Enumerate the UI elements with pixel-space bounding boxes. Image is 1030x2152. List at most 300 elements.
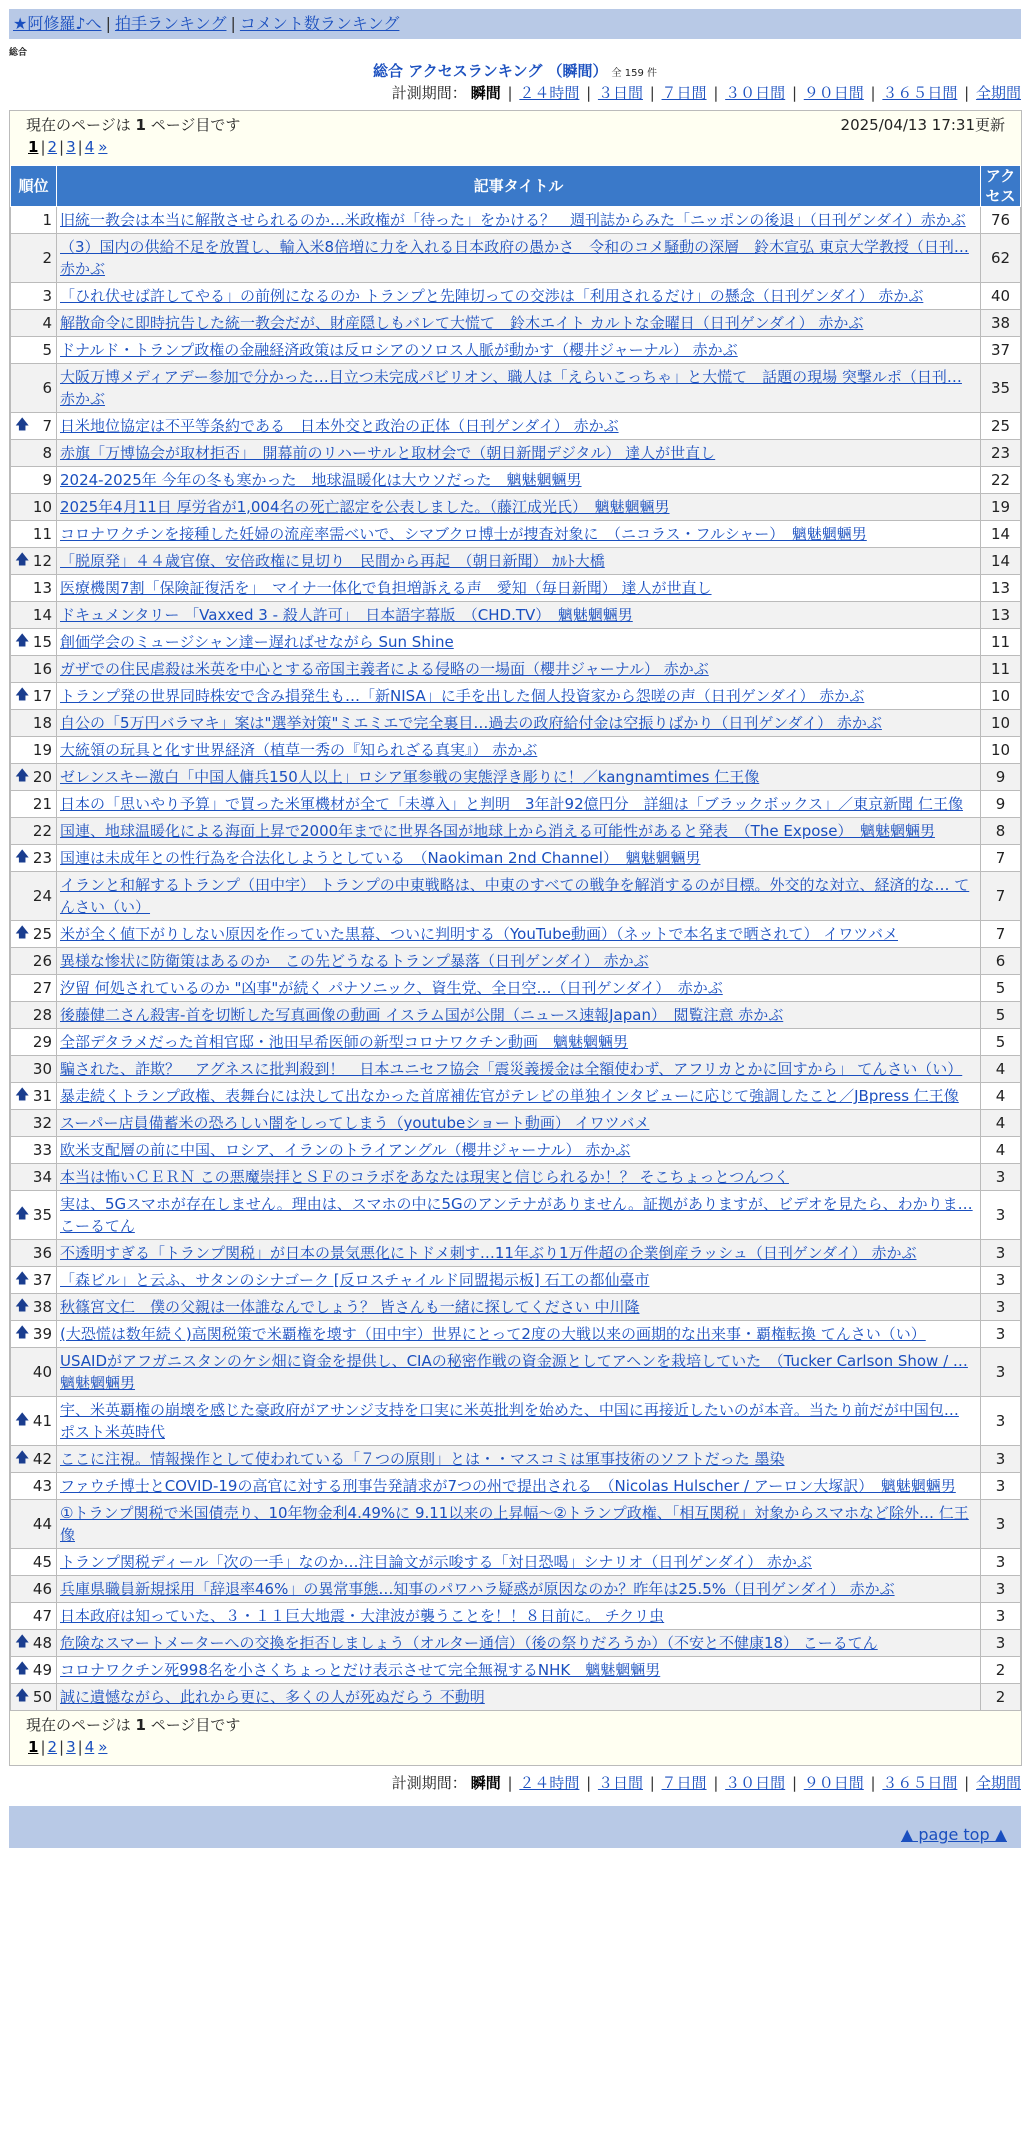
- table-row: [11, 1294, 1021, 1321]
- up-arrow-icon: 🡅: [15, 1298, 30, 1314]
- access-count: 10: [981, 710, 1021, 737]
- table-row: [11, 872, 1021, 921]
- rank-cell: [11, 1240, 57, 1267]
- access-count: 4: [981, 1137, 1021, 1164]
- title-cell: [57, 548, 981, 575]
- ranking-table: [10, 165, 1021, 1711]
- article-title-link[interactable]: 2024-2025年 今年の冬も寒かった 地球温暖化は大ウソだった 魑魅魍魎男: [60, 471, 582, 489]
- title-cell: [57, 494, 981, 521]
- rank-cell: [11, 948, 57, 975]
- table-header-row: [11, 166, 1021, 207]
- page-separator: |: [77, 1738, 83, 1756]
- table-row: [11, 710, 1021, 737]
- article-title-link[interactable]: 兵庫県職員新規採用「辞退率46%」の異常事態…知事のパワハラ疑惑が原因なのか？昨年は25.5%（日刊ゲンダイ） 赤かぶ: [60, 1580, 895, 1598]
- rank-number: 14: [32, 606, 52, 624]
- title-cell: [57, 521, 981, 548]
- title-cell: [57, 1164, 981, 1191]
- top-navigation-bar: [9, 9, 1021, 39]
- rank-number: 3: [42, 287, 52, 305]
- table-row: [11, 1056, 1021, 1083]
- article-title-link[interactable]: コロナワクチン死998名を小さくちょっとだけ表示させて完全無視するNHK 魑魅魍魎男: [60, 1661, 661, 1679]
- title-cell: [57, 207, 981, 234]
- title-cell: [57, 1348, 981, 1397]
- table-row: [11, 1576, 1021, 1603]
- article-title-link[interactable]: 医療機関7割「保険証復活を」 マイナ一体化で負担増訴える声 愛知（毎日新聞） 達人が世直し: [60, 579, 712, 597]
- access-count: 14: [981, 548, 1021, 575]
- table-row: [11, 1110, 1021, 1137]
- rank-number: 34: [32, 1168, 52, 1186]
- up-arrow-icon: 🡅: [15, 768, 30, 784]
- rank-cell: [11, 364, 57, 413]
- page-separator: |: [40, 138, 46, 156]
- rank-number: 12: [32, 552, 52, 570]
- page-number-link[interactable]: 4: [84, 1738, 95, 1756]
- rank-cell: [11, 1348, 57, 1397]
- period-link[interactable]: ２４時間: [519, 84, 580, 102]
- rank-number: 32: [32, 1114, 52, 1132]
- table-row: [11, 364, 1021, 413]
- rank-cell: [11, 1446, 57, 1473]
- article-title-link[interactable]: 欧米支配層の前に中国、ロシア、イランのトライアングル（櫻井ジャーナル） 赤かぶ: [60, 1141, 631, 1159]
- article-title-link[interactable]: 宇、米英覇権の崩壊を感じた豪政府がアサンジ支持を口実に米英批判を始めた、中国に再接近したいのが本音。当たり前だが中国包… ポスト米英時代: [60, 1401, 959, 1441]
- access-count: 35: [981, 364, 1021, 413]
- rank-cell: [11, 1500, 57, 1549]
- article-title-link[interactable]: 騙された、詐欺？ アグネスに批判殺到！ 日本ユニセフ協会「震災義援金は全額使わず、アフリカとかに回すから」 てんさい（い）: [60, 1060, 963, 1078]
- access-count: 3: [981, 1397, 1021, 1446]
- rank-cell: [11, 872, 57, 921]
- title-cell: [57, 337, 981, 364]
- rank-number: 38: [32, 1298, 52, 1316]
- title-header: 記事タイトル: [57, 166, 981, 207]
- rank-cell: [11, 656, 57, 683]
- article-title-link[interactable]: トランプ発の世界同時株安で含み損発生も…「新NISA」に手を出した個人投資家から怨嗟の声（日刊ゲンダイ） 赤かぶ: [60, 687, 865, 705]
- rank-cell: [11, 467, 57, 494]
- rank-cell: [11, 1002, 57, 1029]
- article-title-link[interactable]: 日米地位協定は不平等条約である 日本外交と政治の正体（日刊ゲンダイ） 赤かぶ: [60, 417, 619, 435]
- page-numbers: [26, 1736, 1005, 1758]
- rank-cell: [11, 818, 57, 845]
- rank-cell: [11, 629, 57, 656]
- title-cell: [57, 234, 981, 283]
- table-row: [11, 1137, 1021, 1164]
- rank-number: 15: [32, 633, 52, 651]
- title-cell: [57, 413, 981, 440]
- up-arrow-icon: 🡅: [15, 1688, 30, 1704]
- article-title-link[interactable]: 誠に遺憾ながら、此れから更に、多くの人が死ぬだらう 不動明: [60, 1688, 485, 1706]
- rank-number: 20: [32, 768, 52, 786]
- table-row: [11, 1397, 1021, 1446]
- rank-cell: [11, 1191, 57, 1240]
- rank-cell: [11, 764, 57, 791]
- rank-number: 36: [32, 1244, 52, 1262]
- period-link[interactable]: ３日間: [597, 84, 643, 102]
- table-row: [11, 737, 1021, 764]
- rank-number: 17: [32, 687, 52, 705]
- title-cell: [57, 364, 981, 413]
- table-row: [11, 1267, 1021, 1294]
- title-cell: [57, 818, 981, 845]
- rank-cell: [11, 1473, 57, 1500]
- article-title-link[interactable]: 危険なスマートメーターへの交換を拒否しましょう（オルター通信）（後の祭りだろうか）（不安と不健康18） こーるてん: [60, 1634, 878, 1652]
- rank-cell: [11, 1083, 57, 1110]
- title-cell: [57, 467, 981, 494]
- title-cell: [57, 872, 981, 921]
- title-cell: [57, 1473, 981, 1500]
- table-row: [11, 575, 1021, 602]
- article-title-link[interactable]: (大恐慌は数年続く)高関税策で米覇権を壊す（田中宇）世界にとって2度の大戦以来の画期的な出来事・覇権転換 てんさい（い）: [60, 1325, 926, 1343]
- rank-number: 18: [32, 714, 52, 732]
- access-count: 5: [981, 1029, 1021, 1056]
- access-count: 13: [981, 575, 1021, 602]
- period-link[interactable]: ３６５日間: [882, 84, 958, 102]
- period-selector-top: [392, 82, 1021, 104]
- article-title-link[interactable]: ここに注視。情報操作として使われている「７つの原則」とは・・マスコミは軍事技術のソフトだった 墨染: [60, 1450, 785, 1468]
- table-row: [11, 234, 1021, 283]
- article-title-link[interactable]: 秋篠宮文仁 僕の父親は一体誰なんでしょう？ 皆さんも一緒に探してください 中川隆: [60, 1298, 640, 1316]
- article-title-link[interactable]: 自公の「5万円バラマキ」案は"選挙対策"ミエミエで完全裏目…過去の政府給付金は空振りばかり（日刊ゲンダイ） 赤かぶ: [60, 714, 882, 732]
- access-count: 4: [981, 1110, 1021, 1137]
- access-header: アクセス: [981, 166, 1021, 207]
- table-row: [11, 1603, 1021, 1630]
- page-number-current: 1: [28, 1738, 39, 1756]
- rank-cell: [11, 1056, 57, 1083]
- article-title-link[interactable]: USAIDがアフガニスタンのケシ畑に資金を提供し、CIAの秘密作戦の資金源としてアヘンを栽培していた （Tucker Carlson Show / … 魑魅魍魎男: [60, 1352, 968, 1392]
- up-arrow-icon: 🡅: [15, 687, 30, 703]
- period-link[interactable]: 全期間: [975, 1774, 1021, 1792]
- access-count: 3: [981, 1549, 1021, 1576]
- access-count: 8: [981, 818, 1021, 845]
- rank-cell: [11, 1549, 57, 1576]
- table-row: [11, 1446, 1021, 1473]
- table-row: [11, 1164, 1021, 1191]
- article-title-link[interactable]: 実は、5Gスマホが存在しません。理由は、スマホの中に5Gのアンテナがありません。証拠がありますが、ビデオを見たら、わかりま… こーるてん: [60, 1195, 973, 1235]
- rank-cell: [11, 975, 57, 1002]
- up-arrow-icon: 🡅: [15, 1412, 30, 1428]
- period-link[interactable]: 全期間: [975, 84, 1021, 102]
- access-count: 3: [981, 1191, 1021, 1240]
- access-count: 3: [981, 1321, 1021, 1348]
- period-link[interactable]: ９０日間: [803, 1774, 864, 1792]
- access-count: 3: [981, 1603, 1021, 1630]
- page-title-text: 総合 アクセスランキング （瞬間）: [373, 62, 608, 80]
- rank-number: 48: [32, 1634, 52, 1652]
- comment-ranking-link[interactable]: コメント数ランキング: [239, 14, 400, 33]
- table-row: [11, 467, 1021, 494]
- up-arrow-icon: 🡅: [15, 1271, 30, 1287]
- updated-timestamp: 2025/04/13 17:31更新: [840, 116, 1005, 134]
- table-row: [11, 656, 1021, 683]
- rank-cell: [11, 283, 57, 310]
- article-title-link[interactable]: 日本の「思いやり予算」で買った米軍機材が全て「未導入」と判明 3年計92億円分 詳細は「ブラックボックス」／東京新聞 仁王像: [60, 795, 963, 813]
- article-title-link[interactable]: 全部デタラメだった首相官邸・池田早希医師の新型コロナワクチン動画 魑魅魍魎男: [60, 1033, 629, 1051]
- table-row: [11, 548, 1021, 575]
- ranking-box: [9, 110, 1022, 1766]
- rank-number: 47: [32, 1607, 52, 1625]
- rank-cell: [11, 683, 57, 710]
- article-title-link[interactable]: 2025年4月11日 厚労省が1,004名の死亡認定を公表しました。（藤江成光氏） 魑魅魍魎男: [60, 498, 670, 516]
- title-cell: [57, 1240, 981, 1267]
- rank-number: 7: [42, 417, 52, 435]
- rank-cell: [11, 337, 57, 364]
- rank-cell: [11, 710, 57, 737]
- nav-separator: |: [105, 14, 111, 33]
- article-title-link[interactable]: 大統領の玩具と化す世界経済（植草一秀の『知られざる真実』） 赤かぶ: [60, 741, 538, 759]
- applause-ranking-link[interactable]: 拍手ランキング: [114, 14, 227, 33]
- access-count: 7: [981, 872, 1021, 921]
- rank-number: 31: [32, 1087, 52, 1105]
- article-title-link[interactable]: 後藤健二さん殺害-首を切断した写真画像の動画 イスラム国が公開（ニュース速報Japan） 閲覧注意 赤かぶ: [60, 1006, 784, 1024]
- article-title-link[interactable]: スーパー店員備蓄米の恐ろしい闇をしってしまう（youtubeショート動画） イワツバメ: [60, 1114, 650, 1132]
- next-page-link[interactable]: »: [98, 138, 108, 156]
- home-link[interactable]: ★阿修羅♪へ: [13, 14, 102, 33]
- rank-number: 49: [32, 1661, 52, 1679]
- title-cell: [57, 1083, 981, 1110]
- rank-number: 44: [32, 1515, 52, 1533]
- title-cell: [57, 1191, 981, 1240]
- article-title-link[interactable]: トランプ関税ディール「次の一手」なのか…注目論文が示唆する「対日恐喝」シナリオ（日刊ゲンダイ） 赤かぶ: [60, 1553, 812, 1571]
- up-arrow-icon: 🡅: [15, 925, 30, 941]
- rank-number: 11: [32, 525, 52, 543]
- title-cell: [57, 1657, 981, 1684]
- table-row: [11, 1500, 1021, 1549]
- rank-cell: [11, 1267, 57, 1294]
- rank-cell: [11, 1576, 57, 1603]
- title-cell: [57, 602, 981, 629]
- rank-header: 順位: [11, 166, 57, 207]
- rank-number: 33: [32, 1141, 52, 1159]
- page-separator: |: [40, 1738, 46, 1756]
- access-count: 23: [981, 440, 1021, 467]
- rank-number: 28: [32, 1006, 52, 1024]
- article-title-link[interactable]: 日本政府は知っていた、３・１１巨大地震・大津波が襲うことを！！８日前に。 チクリ虫: [60, 1607, 665, 1625]
- access-count: 11: [981, 629, 1021, 656]
- table-row: [11, 1657, 1021, 1684]
- page-info-prefix: 現在のページは: [26, 116, 131, 134]
- article-title-link[interactable]: コロナワクチンを接種した妊婦の流産率需べいで、シマブクロ博士が捜査対象に （ニコラス・フルシャー） 魑魅魍魎男: [60, 525, 867, 543]
- period-separator: |: [787, 1774, 802, 1792]
- access-count: 7: [981, 921, 1021, 948]
- access-count: 3: [981, 1630, 1021, 1657]
- rank-cell: [11, 1110, 57, 1137]
- page-number-link[interactable]: 2: [47, 1738, 58, 1756]
- rank-number: 23: [32, 849, 52, 867]
- article-title-link[interactable]: 本当は怖いＣＥＲＮ この悪魔崇拝とＳＦのコラボをあなたは現実と信じられるか！？ そこちょっとつんつく: [60, 1168, 789, 1186]
- article-title-link[interactable]: 国連、地球温暖化による海面上昇で2000年までに世界各国が地球上から消える可能性があると発表 （The Expose） 魑魅魍魎男: [60, 822, 935, 840]
- rank-cell: [11, 548, 57, 575]
- rank-number: 43: [32, 1477, 52, 1495]
- rank-number: 6: [42, 379, 52, 397]
- table-row: [11, 921, 1021, 948]
- rank-cell: [11, 1684, 57, 1711]
- rank-number: 22: [32, 822, 52, 840]
- rank-cell: [11, 413, 57, 440]
- page-info-prefix: 現在のページは: [26, 1716, 131, 1734]
- page-top-link[interactable]: ▲ page top ▲: [900, 1825, 1007, 1844]
- table-row: [11, 1473, 1021, 1500]
- table-row: [11, 683, 1021, 710]
- access-count: 3: [981, 1164, 1021, 1191]
- article-title-link[interactable]: 旧統一教会は本当に解散させられるのか…米政権が「待った」をかける？ 週刊誌からみた「ニッポンの後退」（日刊ゲンダイ）赤かぶ: [60, 211, 966, 229]
- access-count: 3: [981, 1576, 1021, 1603]
- article-title-link[interactable]: ①トランプ関税で米国債売り、10年物金利4.49%に 9.11以来の上昇幅～②トランプ政権、「相互関税」対象からスマホなど除外… 仁王像: [60, 1504, 969, 1544]
- article-title-link[interactable]: ドナルド・トランプ政権の金融経済政策は反ロシアのソロス人脈が動かす（櫻井ジャーナル） 赤かぶ: [60, 341, 738, 359]
- page-info-text: [26, 1714, 240, 1736]
- table-row: [11, 413, 1021, 440]
- article-title-link[interactable]: 米が全く値下がりしない原因を作っていた黒幕、ついに判明する（YouTube動画）（ネットで本名まで晒されて） イワツバメ: [60, 925, 898, 943]
- article-title-link[interactable]: （3）国内の供給不足を放置し、輸入米8倍増に力を入れる日本政府の愚かさ 令和のコメ騒動の深層 鈴木宣弘 東京大学教授（日刊… 赤かぶ: [60, 238, 969, 278]
- article-title-link[interactable]: 「脱原発」４４歳官僚、安倍政権に見切り 民間から再起 （朝日新聞） ｶﾙﾄ大橋: [60, 552, 605, 570]
- up-arrow-icon: 🡅: [15, 849, 30, 865]
- title-cell: [57, 1684, 981, 1711]
- access-count: 22: [981, 467, 1021, 494]
- rank-cell: [11, 791, 57, 818]
- article-title-link[interactable]: ガザでの住民虐殺は米英を中心とする帝国主義者による侵略の一場面（櫻井ジャーナル） 赤かぶ: [60, 660, 709, 678]
- rank-number: 13: [32, 579, 52, 597]
- table-row: [11, 1321, 1021, 1348]
- article-title-link[interactable]: ファウチ博士とCOVID-19の高官に対する刑事告発請求が7つの州で提出される （Nicolas Hulscher / アーロン大塚訳） 魑魅魍魎男: [60, 1477, 956, 1495]
- period-separator: |: [644, 84, 660, 102]
- article-title-link[interactable]: 赤旗「万博協会が取材拒否」 開幕前のリハーサルと取材会で（朝日新聞デジタル） 達人が世直し: [60, 444, 716, 462]
- table-row: [11, 1348, 1021, 1397]
- rank-number: 35: [32, 1206, 52, 1224]
- article-title-link[interactable]: 暴走続くトランプ政権、表舞台には決して出なかった首席補佐官がテレビの単独インタビューに応じて強調したこと／JBpress 仁王像: [60, 1087, 959, 1105]
- page-info-text: [26, 114, 240, 136]
- title-cell: [57, 1110, 981, 1137]
- table-row: [11, 1684, 1021, 1711]
- table-row: [11, 629, 1021, 656]
- article-title-link[interactable]: 解散命令に即時抗告した統一教会だが、財産隠しもバレて大慌て 鈴木エイト カルトな金曜日（日刊ゲンダイ） 赤かぶ: [60, 314, 864, 332]
- next-page-link[interactable]: »: [98, 1738, 108, 1756]
- rank-number: 39: [32, 1325, 52, 1343]
- access-count: 76: [981, 207, 1021, 234]
- period-link[interactable]: ３日間: [597, 1774, 643, 1792]
- page-number-link[interactable]: 2: [47, 138, 58, 156]
- table-row: [11, 440, 1021, 467]
- period-label: 計測期間：: [391, 84, 467, 102]
- article-title-link[interactable]: 「森ビル」と云ふ、サタンのシナゴーク [反ロスチャイルド同盟掲示板] 石工の都仙臺市: [60, 1271, 650, 1289]
- up-arrow-icon: 🡅: [15, 1087, 30, 1103]
- rank-cell: [11, 602, 57, 629]
- article-title-link[interactable]: 創価学会のミュージシャン達ー遅ればせながら Sun Shine: [60, 633, 454, 651]
- table-row: [11, 1191, 1021, 1240]
- title-cell: [57, 1267, 981, 1294]
- page-number-link[interactable]: 3: [66, 138, 76, 156]
- rank-number: 1: [42, 211, 52, 229]
- article-title-link[interactable]: ゼレンスキー激白「中国人傭兵150人以上」ロシア軍参戦の実態浮き彫りに！／kangnamtimes 仁王像: [60, 768, 760, 786]
- rank-number: 4: [42, 314, 52, 332]
- rank-number: 26: [32, 952, 52, 970]
- rank-number: 21: [32, 795, 52, 813]
- period-separator: |: [865, 84, 881, 102]
- rank-cell: [11, 1164, 57, 1191]
- rank-cell: [11, 575, 57, 602]
- period-separator: |: [581, 84, 596, 102]
- up-arrow-icon: 🡅: [15, 633, 30, 649]
- period-link[interactable]: ２４時間: [519, 1774, 580, 1792]
- table-row: [11, 1240, 1021, 1267]
- title-cell: [57, 737, 981, 764]
- period-link[interactable]: ３６５日間: [882, 1774, 958, 1792]
- rank-number: 2: [42, 249, 52, 267]
- title-cell: [57, 683, 981, 710]
- page-numbers: [26, 136, 1005, 158]
- page-separator: |: [77, 138, 83, 156]
- period-separator: |: [644, 1774, 660, 1792]
- title-cell: [57, 1321, 981, 1348]
- article-title-link[interactable]: 汐留 何処されているのか "凶事"が続く パナソニック、資生党、全日空…（日刊ゲンダイ） 赤かぶ: [60, 979, 723, 997]
- title-cell: [57, 791, 981, 818]
- access-count: 13: [981, 602, 1021, 629]
- article-title-link[interactable]: 大阪万博メディアデー参加で分かった…目立つ未完成パビリオン、職人は「えらいこっちゃ」と大慌て 話題の現場 突撃ルポ（日刊… 赤かぶ: [60, 368, 962, 408]
- access-count: 5: [981, 1002, 1021, 1029]
- title-cell: [57, 1137, 981, 1164]
- table-row: [11, 283, 1021, 310]
- up-arrow-icon: 🡅: [15, 1325, 30, 1341]
- page-number-link[interactable]: 4: [84, 138, 95, 156]
- up-arrow-icon: 🡅: [15, 1206, 30, 1222]
- title-cell: [57, 1500, 981, 1549]
- access-count: 25: [981, 413, 1021, 440]
- period-link[interactable]: ９０日間: [803, 84, 864, 102]
- rank-cell: [11, 1630, 57, 1657]
- article-title-link[interactable]: 「ひれ伏せば許してやる」の前例になるのか トランプと先陣切っての交渉は「利用されるだけ」の懸念（日刊ゲンダイ） 赤かぶ: [60, 287, 924, 305]
- rank-cell: [11, 1603, 57, 1630]
- title-cell: [57, 710, 981, 737]
- access-count: 38: [981, 310, 1021, 337]
- period-selector-bottom: [392, 1772, 1021, 1794]
- pagination-top: [10, 111, 1021, 165]
- rank-number: 37: [32, 1271, 52, 1289]
- period-link[interactable]: ７日間: [661, 84, 707, 102]
- title-cell: [57, 1002, 981, 1029]
- period-separator: |: [708, 1774, 724, 1792]
- category-label: 総合: [9, 48, 28, 58]
- rank-number: 5: [42, 341, 52, 359]
- article-title-link[interactable]: 国連は未成年との性行為を合法化しようとしている （Naokiman 2nd Channel） 魑魅魍魎男: [60, 849, 701, 867]
- title-cell: [57, 440, 981, 467]
- table-row: [11, 207, 1021, 234]
- period-link[interactable]: ７日間: [661, 1774, 707, 1792]
- rank-cell: [11, 494, 57, 521]
- rank-number: 41: [32, 1412, 52, 1430]
- access-count: 3: [981, 1473, 1021, 1500]
- title-cell: [57, 1029, 981, 1056]
- page-info-row: [26, 1714, 1005, 1736]
- rank-number: 8: [42, 444, 52, 462]
- period-separator: |: [581, 1774, 596, 1792]
- access-count: 3: [981, 1267, 1021, 1294]
- rank-cell: [11, 234, 57, 283]
- period-separator: |: [502, 1774, 518, 1792]
- period-link[interactable]: ３０日間: [725, 1774, 786, 1792]
- nav-separator: |: [230, 14, 236, 33]
- period-link[interactable]: ３０日間: [725, 84, 786, 102]
- article-title-link[interactable]: 異様な惨状に防衛策はあるのか この先どうなるトランプ暴落（日刊ゲンダイ） 赤かぶ: [60, 952, 649, 970]
- article-title-link[interactable]: ドキュメンタリー 「Vaxxed 3 - 殺人許可」 日本語字幕版 （CHD.TV） 魑魅魍魎男: [60, 606, 633, 624]
- page-info-current: 1: [135, 1716, 146, 1734]
- title-cell: [57, 1056, 981, 1083]
- table-row: [11, 1029, 1021, 1056]
- article-title-link[interactable]: 不透明すぎる「トランプ関税」が日本の景気悪化にトドメ刺す…11年ぶり1万件超の企業倒産ラッシュ（日刊ゲンダイ） 赤かぶ: [60, 1244, 917, 1262]
- page-number-current: 1: [28, 138, 39, 156]
- rank-number: 40: [32, 1363, 52, 1381]
- page-number-link[interactable]: 3: [66, 1738, 76, 1756]
- rank-cell: [11, 207, 57, 234]
- title-cell: [57, 629, 981, 656]
- period-current: 瞬間: [470, 1774, 501, 1792]
- table-row: [11, 602, 1021, 629]
- article-title-link[interactable]: イランと和解するトランプ（田中宇） トランプの中東戦略は、中東のすべての戦争を解消するのが目標。外交的な対立、経済的な… てんさい（い）: [60, 876, 970, 916]
